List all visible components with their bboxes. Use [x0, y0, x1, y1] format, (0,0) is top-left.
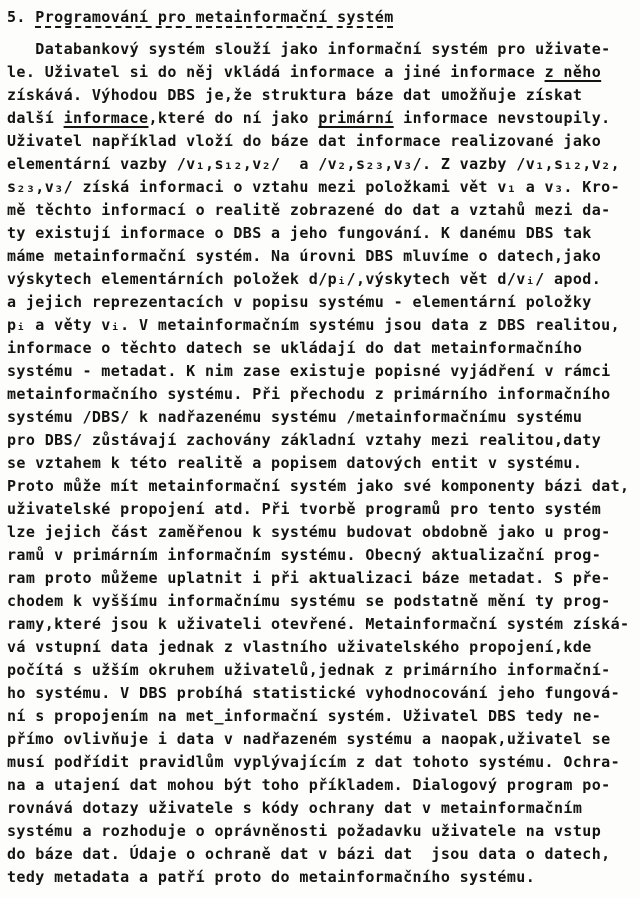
text-line: [7, 314, 640, 337]
text-segment: ho systému. V DBS probíhá statistické vyhodnocování jeho fungová-: [7, 684, 620, 702]
text-line: [7, 659, 640, 682]
text-line: [7, 84, 640, 107]
text-line: [7, 360, 640, 383]
text-line: [7, 544, 640, 567]
text-line: [7, 797, 640, 820]
underlined-text: z něho: [544, 63, 602, 81]
text-line: [7, 751, 640, 774]
text-line: [7, 843, 640, 866]
text-segment: další: [7, 109, 64, 127]
text-segment: výskytech elementárních položek d/pᵢ/,výskytech vět d/vᵢ/ apod.: [7, 270, 602, 288]
text-segment: přímo ovlivňuje i data v nadřazeném systému a naopak,uživatel se: [7, 730, 611, 748]
text-segment: pᵢ a věty vᵢ. V metainformačním systému jsou data z DBS realitou,: [7, 316, 620, 334]
section-heading: [7, 6, 640, 29]
text-segment: musí podřídit pravidlům vyplývajícím z dat tohoto systému. Ochra-: [7, 753, 620, 771]
text-segment: Proto může mít metainformační systém jako své komponenty bázi dat,: [7, 477, 630, 495]
text-line: [7, 222, 640, 245]
text-segment: počítá s užším okruhem uživatelů,jednak z primárního informační-: [7, 661, 611, 679]
underlined-text: primární: [318, 109, 394, 127]
document-body: [7, 38, 640, 889]
text-segment: vá vstupní data jednak z vlastního uživatelského propojení,kde: [7, 638, 592, 656]
text-segment: a jejich reprezentacích v popisu systému - elementární položky: [7, 293, 592, 311]
text-line: [7, 452, 640, 475]
text-line: [7, 429, 640, 452]
underlined-text: informace: [63, 109, 149, 127]
text-segment: ramů v primárním informačním systému. Obecný aktualizační prog-: [7, 546, 602, 564]
text-line: [7, 406, 640, 429]
text-segment: systému /DBS/ k nadřazenému systému /metainformačnímu systému: [7, 408, 583, 426]
text-segment: ram proto můžeme uplatnit i při aktualizaci báze metadat. S pře-: [7, 569, 611, 587]
text-line: [7, 107, 640, 130]
text-segment: ty existují informace o DBS a jeho fungování. K danému DBS tak: [7, 224, 592, 242]
text-segment: získává. Výhodou DBS je,že struktura báze dat umožňuje získat: [7, 86, 583, 104]
text-segment: ramy,které jsou k uživateli otevřené. Metainformační systém získá-: [7, 615, 630, 633]
text-line: [7, 38, 640, 61]
text-line: [7, 337, 640, 360]
text-segment: s₂₃,v₃/ získá informaci o vztahu mezi položkami vět v₁ a v₃. Kro-: [7, 178, 620, 196]
text-line: [7, 705, 640, 728]
text-segment: uživatelské propojení atd. Při tvorbě programů pro tento systém: [7, 500, 602, 518]
text-line: [7, 521, 640, 544]
text-line: [7, 567, 640, 590]
text-line: [7, 291, 640, 314]
text-line: [7, 383, 640, 406]
text-segment: le. Uživatel si do něj vkládá informace a jiné informace: [7, 63, 545, 81]
text-segment: rovnává dotazy uživatele s kódy ochrany dat v metainformačním: [7, 799, 583, 817]
text-line: [7, 475, 640, 498]
text-line: [7, 774, 640, 797]
text-segment: systému - metadat. K nim zase existuje popisné vyjádření v rámci: [7, 362, 611, 380]
text-segment: tedy metadata a patří proto do metainformačního systému.: [7, 868, 536, 886]
text-segment: lze jejich část zaměřenou k systému budovat obdobně jako u prog-: [7, 523, 611, 541]
text-segment: informace o těchto datech se ukládají do dat metainformačního: [7, 339, 583, 357]
text-segment: pro DBS/ zůstávají zachovány základní vztahy mezi realitou,daty: [7, 431, 602, 449]
text-line: [7, 728, 640, 751]
text-segment: máme metainformační systém. Na úrovni DBS mluvíme o datech,jako: [7, 247, 602, 265]
section-title: Programování pro metainformační systém: [35, 8, 394, 26]
text-line: [7, 866, 640, 889]
text-segment: informace nevstoupily.: [393, 109, 611, 127]
text-line: [7, 636, 640, 659]
text-segment: elementární vazby /v₁,s₁₂,v₂/ a /v₂,s₂₃,v₃/. Z vazby /v₁,s₁₂,v₂,: [7, 155, 620, 173]
text-line: [7, 590, 640, 613]
text-segment: se vztahem k této realitě a popisem datových entit v systému.: [7, 454, 583, 472]
text-segment: Databankový systém slouží jako informační systém pro uživate-: [7, 40, 611, 58]
text-line: [7, 153, 640, 176]
text-line: [7, 682, 640, 705]
text-line: [7, 61, 640, 84]
text-segment: mě těchto informací o realitě zobrazené do dat a vztahů mezi da-: [7, 201, 611, 219]
text-segment: Uživatel například vloží do báze dat informace realizované jako: [7, 132, 602, 150]
text-line: [7, 176, 640, 199]
text-segment: do báze dat. Údaje o ochraně dat v bázi dat jsou data o datech,: [7, 845, 611, 863]
text-line: [7, 199, 640, 222]
text-segment: na a utajení dat mohou být toho příkladem. Dialogový program po-: [7, 776, 611, 794]
text-segment: ní s propojením na met_informační systém. Uživatel DBS tedy ne-: [7, 707, 602, 725]
text-line: [7, 820, 640, 843]
text-line: [7, 130, 640, 153]
text-line: [7, 613, 640, 636]
text-segment: chodem k vyššímu informačnímu systému se podstatně mění ty prog-: [7, 592, 611, 610]
text-line: [7, 245, 640, 268]
section-number: 5.: [7, 8, 36, 26]
text-segment: systému a rozhoduje o oprávněnosti požadavku uživatele na vstup: [7, 822, 602, 840]
text-line: [7, 498, 640, 521]
text-line: [7, 268, 640, 291]
text-segment: metainformačního systému. Při přechodu z primárního informačního: [7, 385, 611, 403]
text-segment: ,které do ní jako: [148, 109, 319, 127]
